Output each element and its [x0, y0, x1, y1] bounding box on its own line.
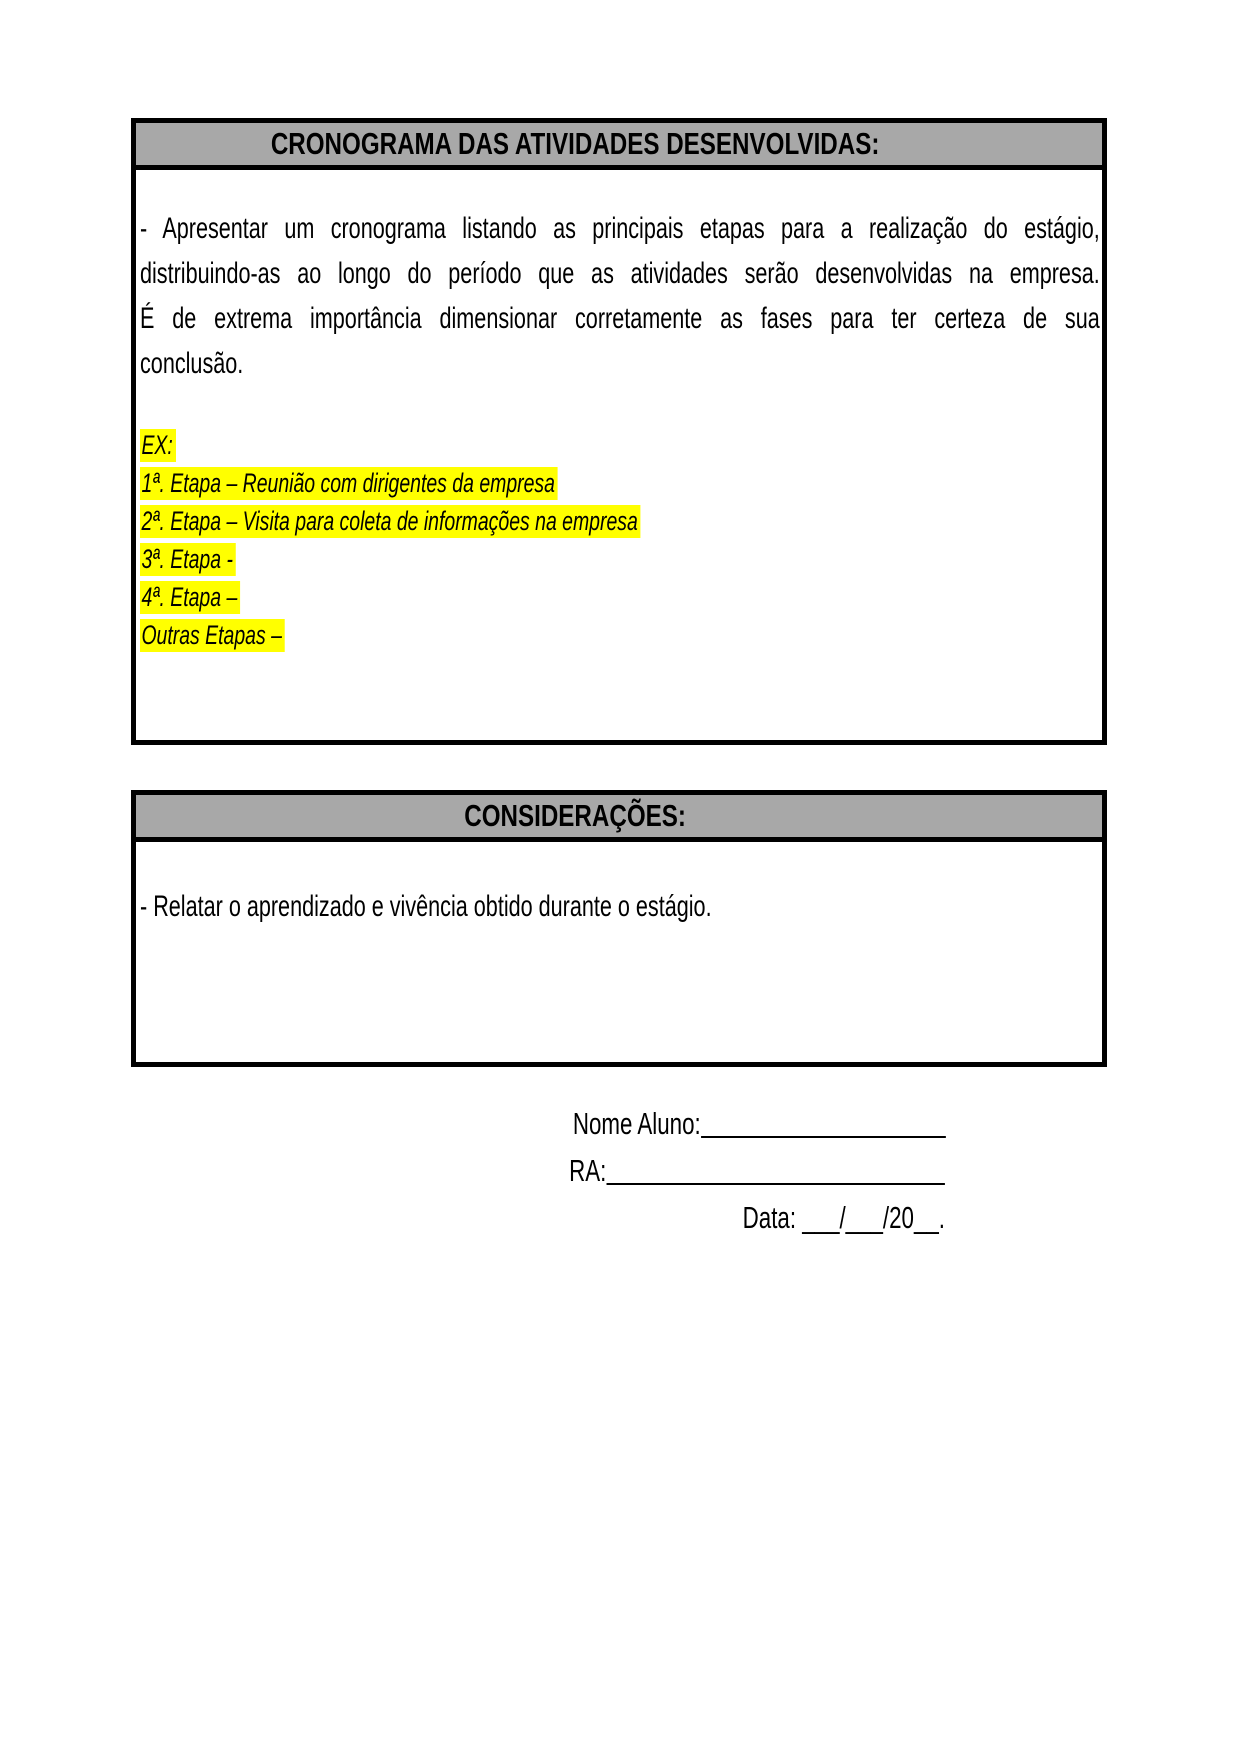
data-label: Data:	[742, 1200, 797, 1235]
example-line	[140, 502, 1100, 540]
ra-blank-field[interactable]	[607, 1151, 945, 1185]
example-line	[140, 464, 1100, 502]
example-line	[140, 578, 1100, 616]
cronograma-section	[131, 118, 1107, 745]
ra-label: RA:	[569, 1153, 607, 1188]
student-form	[131, 1100, 945, 1241]
ra-line	[131, 1147, 945, 1194]
example-outras-highlight: Outras Etapas –	[140, 619, 285, 652]
example-etapa4-highlight: 4ª. Etapa –	[140, 581, 240, 614]
cronograma-body	[136, 206, 1102, 654]
example-etapa1-highlight: 1ª. Etapa – Reunião com dirigentes da empresa	[140, 467, 558, 500]
consideracoes-header	[136, 795, 1102, 842]
cronograma-paragraph	[140, 206, 1100, 386]
nome-aluno-line	[131, 1100, 945, 1147]
paragraph-line: - Apresentar um cronograma listando as principais etapas para a realização do estágio,	[140, 212, 1100, 245]
cronograma-title: CRONOGRAMA DAS ATIVIDADES DESENVOLVIDAS:	[270, 126, 880, 161]
paragraph-line: É de extrema importância dimensionar corretamente as fases para ter certeza de sua	[140, 302, 1100, 335]
example-line	[140, 540, 1100, 578]
example-block	[140, 426, 1100, 654]
example-line	[140, 616, 1100, 654]
nome-aluno-label: Nome Aluno:	[572, 1106, 701, 1141]
example-line	[140, 426, 1100, 464]
consideracoes-title: CONSIDERAÇÕES:	[464, 798, 686, 833]
consideracoes-body	[136, 884, 1102, 929]
example-label-highlight: EX:	[140, 429, 176, 462]
paragraph-line: conclusão.	[140, 347, 244, 380]
paragraph-line: distribuindo-as ao longo do período que as atividades serão desenvolvidas na empresa.	[140, 257, 1100, 290]
data-line	[131, 1194, 945, 1241]
cronograma-header	[136, 123, 1102, 170]
example-etapa2-highlight: 2ª. Etapa – Visita para coleta de informações na empresa	[140, 505, 641, 538]
example-etapa3-highlight: 3ª. Etapa -	[140, 543, 236, 576]
nome-aluno-blank-field[interactable]	[700, 1104, 945, 1138]
data-blank-field[interactable]: ___/___/20__.	[802, 1200, 945, 1235]
consideracoes-text: - Relatar o aprendizado e vivência obtido durante o estágio.	[140, 890, 712, 923]
consideracoes-section	[131, 790, 1107, 1067]
